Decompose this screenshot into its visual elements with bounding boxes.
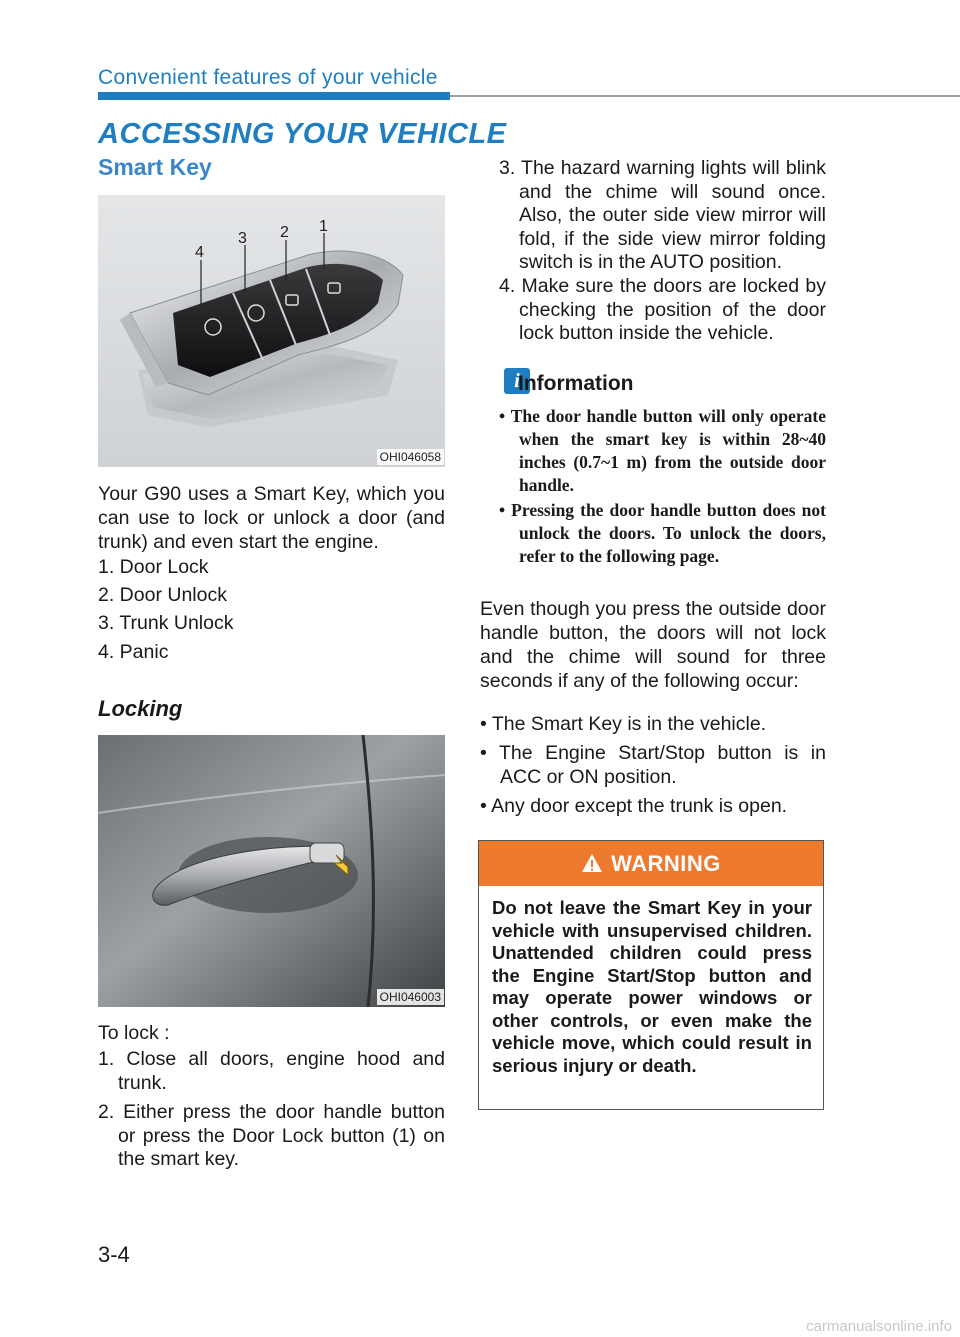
header-divider [450, 95, 960, 97]
watermark: carmanualsonline.info [806, 1318, 952, 1335]
figure-caption: OHI046003 [377, 989, 444, 1005]
info-bullet: • Pressing the door handle button does not unlock the doors. To unlock the doors, refer to the following page. [499, 500, 826, 566]
section-title: ACCESSING YOUR VEHICLE [98, 118, 507, 150]
warning-label [479, 841, 823, 886]
locking-heading: Locking [98, 696, 183, 721]
smart-key-intro: Your G90 uses a Smart Key, which you can use to lock or unlock a door (and trunk) and even start the engine. [98, 483, 445, 553]
figure-label-1: 1 [319, 218, 328, 235]
step-item: 4. Make sure the doors are locked by checking the position of the door lock button inside the vehicle. [499, 275, 826, 344]
list-item: 2. Door Unlock [98, 584, 227, 606]
list-item: • The Smart Key is in the vehicle. [480, 713, 767, 735]
step-item: 3. The hazard warning lights will blink and the chime will sound once. Also, the outer side view mirror will fold, if the side view mirror folding switch is in the AUTO position. [499, 157, 826, 273]
step-item: 2. Either press the door handle button or press the Door Lock button (1) on the smart key. [98, 1101, 445, 1170]
header-title: Convenient features of your vehicle [98, 66, 438, 89]
warning-box [478, 840, 824, 1110]
figure-label-3: 3 [238, 230, 247, 247]
info-icon: i [504, 368, 530, 394]
door-handle-illustration [98, 735, 445, 1007]
figure-label-4: 4 [195, 244, 204, 261]
list-item: • Any door except the trunk is open. [480, 795, 788, 817]
warning-header [479, 841, 823, 886]
warning-label-text: WARNING [611, 851, 721, 876]
page-number: 3-4 [98, 1242, 130, 1267]
list-item: 1. Door Lock [98, 556, 209, 578]
figure-caption: OHI046058 [377, 449, 444, 465]
list-item: 3. Trunk Unlock [98, 612, 234, 634]
smart-key-illustration [98, 195, 445, 467]
figure-label-2: 2 [280, 224, 289, 241]
to-lock-label: To lock : [98, 1022, 170, 1044]
step-item: 1. Close all doors, engine hood and trunk. [98, 1048, 445, 1094]
smart-key-figure [98, 195, 445, 467]
info-title [518, 372, 634, 396]
list-item: 4. Panic [98, 641, 169, 663]
smart-key-heading: Smart Key [98, 154, 212, 180]
warning-triangle-icon [581, 853, 603, 873]
conditions-intro: Even though you press the outside door handle button, the doors will not lock and the chime will sound for three seconds if any of the following occur: [480, 598, 826, 692]
info-bullet: • The door handle button will only operate when the smart key is within 28~40 inches (0.7~1 m) from the outside door handle. [499, 406, 826, 495]
warning-text: Do not leave the Smart Key in your vehicle with unsupervised children. Unattended children could press the Engine Start/Stop button and may operate power windows or other controls, or even make the vehicle move, which could result in serious injury or death. [492, 897, 812, 1076]
info-title-text: Information [518, 372, 634, 395]
header-bar [98, 92, 450, 100]
door-handle-figure [98, 735, 445, 1007]
list-item: • The Engine Start/Stop button is in ACC or ON position. [480, 742, 826, 788]
